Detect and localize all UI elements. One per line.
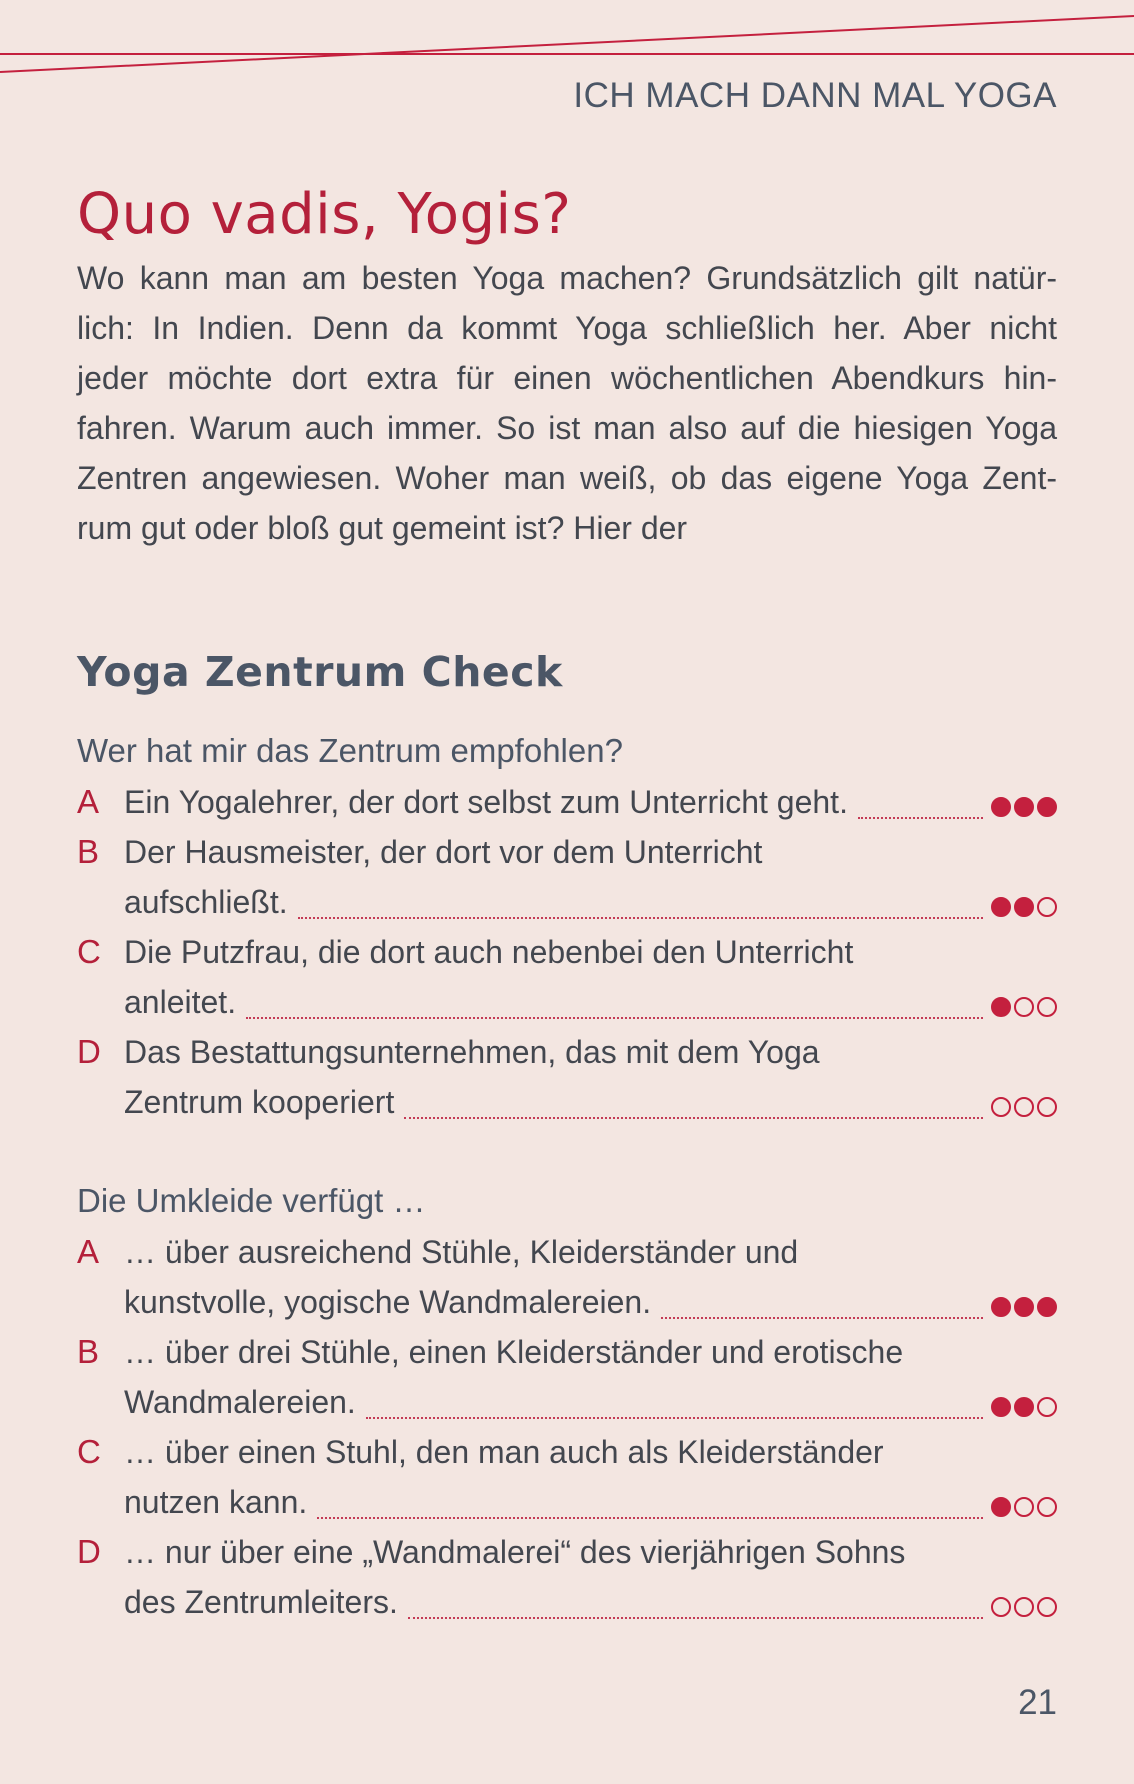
answer-letter: D [77, 1033, 101, 1070]
rating-dots [991, 1497, 1057, 1517]
empty-dot-icon [1014, 1497, 1034, 1517]
answer-text-line: … über drei Stühle, einen Kleiderständer und erotische [124, 1334, 904, 1370]
dotted-leader [661, 1317, 983, 1319]
empty-dot-icon [1037, 897, 1057, 917]
answer-text-line: Der Hausmeister, der dort vor dem Unterricht [124, 834, 763, 870]
answer-text: nutzen kann. [124, 1484, 308, 1520]
filled-dot-icon [991, 797, 1011, 817]
rating-dots [991, 1097, 1057, 1117]
answer-text-line: … über einen Stuhl, den man auch als Kleiderständer [124, 1434, 884, 1470]
filled-dot-icon [991, 1497, 1011, 1517]
page-number: 21 [1018, 1683, 1057, 1722]
filled-dot-icon [1014, 1397, 1034, 1417]
filled-dot-icon [1014, 897, 1034, 917]
rating-dots [991, 1297, 1057, 1317]
dotted-leader [408, 1617, 983, 1619]
empty-dot-icon [1037, 1497, 1057, 1517]
intro-line: lich: In Indien. Denn da kommt Yoga schließlich her. Aber nicht [77, 310, 1057, 346]
rating-dots [991, 1597, 1057, 1617]
section-title: Yoga Zentrum Check [77, 648, 563, 696]
answer-option-c [77, 1427, 1057, 1527]
answer-letter: B [77, 1333, 100, 1370]
rating-dots [991, 1397, 1057, 1417]
answer-text-line [124, 1477, 1057, 1527]
filled-dot-icon [1014, 797, 1034, 817]
answer-text-line: … über ausreichend Stühle, Kleiderständer und [124, 1234, 799, 1270]
question-heading: Die Umkleide verfügt … [77, 1182, 426, 1219]
intro-line: jeder möchte dort extra für einen wöchentlichen Abendkurs hin- [77, 360, 1057, 396]
answer-letter: C [77, 1433, 101, 1470]
answer-text-line [124, 1577, 1057, 1627]
intro-line: fahren. Warum auch immer. So ist man also auf die hiesigen Yoga [77, 410, 1057, 446]
filled-dot-icon [991, 1397, 1011, 1417]
running-header: ICH MACH DANN MAL YOGA [573, 76, 1057, 115]
answer-text: Ein Yogalehrer, der dort selbst zum Unterricht geht. [124, 784, 848, 820]
answer-text: kunstvolle, yogische Wandmalereien. [124, 1284, 652, 1320]
empty-dot-icon [1014, 1597, 1034, 1617]
dotted-leader [246, 1017, 983, 1019]
empty-dot-icon [1014, 1097, 1034, 1117]
empty-dot-icon [991, 1597, 1011, 1617]
rating-dots [991, 897, 1057, 917]
dotted-leader [404, 1117, 983, 1119]
answer-text-line: Die Putzfrau, die dort auch nebenbei den Unterricht [124, 934, 854, 970]
answer-option-d [77, 1527, 1057, 1627]
answer-text-line: Das Bestattungsunternehmen, das mit dem Yoga [124, 1034, 820, 1070]
filled-dot-icon [991, 1297, 1011, 1317]
question-heading: Wer hat mir das Zentrum empfohlen? [77, 732, 623, 769]
answer-letter: A [77, 783, 100, 820]
empty-dot-icon [1037, 1597, 1057, 1617]
answer-option-b [77, 1327, 1057, 1427]
dotted-leader [317, 1517, 983, 1519]
intro-paragraph [77, 253, 1057, 553]
answer-text: aufschließt. [124, 884, 288, 920]
answer-option-a [77, 1227, 1057, 1327]
answer-option-d [77, 1027, 1057, 1127]
empty-dot-icon [1037, 1097, 1057, 1117]
answer-letter: C [77, 933, 101, 970]
dotted-leader [298, 917, 983, 919]
dotted-leader [858, 817, 983, 819]
answer-text-line [124, 1377, 1057, 1427]
filled-dot-icon [991, 897, 1011, 917]
answer-text: anleitet. [124, 984, 237, 1020]
rating-dots [991, 997, 1057, 1017]
dotted-leader [366, 1417, 983, 1419]
answer-letter: A [77, 1233, 100, 1270]
rating-dots [991, 797, 1057, 817]
intro-line: rum gut oder bloß gut gemeint ist? Hier der [77, 510, 688, 546]
answer-letter: B [77, 833, 100, 870]
page-title: Quo vadis, Yogis? [77, 182, 572, 247]
answer-option-a [77, 777, 1057, 827]
answer-option-c [77, 927, 1057, 1027]
empty-dot-icon [1037, 997, 1057, 1017]
empty-dot-icon [1037, 1397, 1057, 1417]
answer-list [77, 1227, 1057, 1627]
filled-dot-icon [991, 997, 1011, 1017]
filled-dot-icon [1014, 1297, 1034, 1317]
answer-text: des Zentrumleiters. [124, 1584, 398, 1620]
empty-dot-icon [991, 1097, 1011, 1117]
answer-option-b [77, 827, 1057, 927]
intro-line: Zentren angewiesen. Woher man weiß, ob das eigene Yoga Zent- [77, 460, 1057, 496]
answer-letter: D [77, 1533, 101, 1570]
answer-text-line [124, 1077, 1057, 1127]
answer-text: Wandmalereien. [124, 1384, 356, 1420]
filled-dot-icon [1037, 1297, 1057, 1317]
answer-text-line [124, 977, 1057, 1027]
intro-line: Wo kann man am besten Yoga machen? Grundsätzlich gilt natür- [77, 260, 1057, 296]
answer-text: Zentrum kooperiert [124, 1084, 395, 1120]
filled-dot-icon [1037, 797, 1057, 817]
answer-text-line [124, 877, 1057, 927]
answer-list [77, 777, 1057, 1127]
answer-text-line [124, 777, 1057, 827]
answer-text-line [124, 1277, 1057, 1327]
empty-dot-icon [1014, 997, 1034, 1017]
answer-text-line: … nur über eine „Wandmalerei“ des vierjährigen Sohns [124, 1534, 906, 1570]
